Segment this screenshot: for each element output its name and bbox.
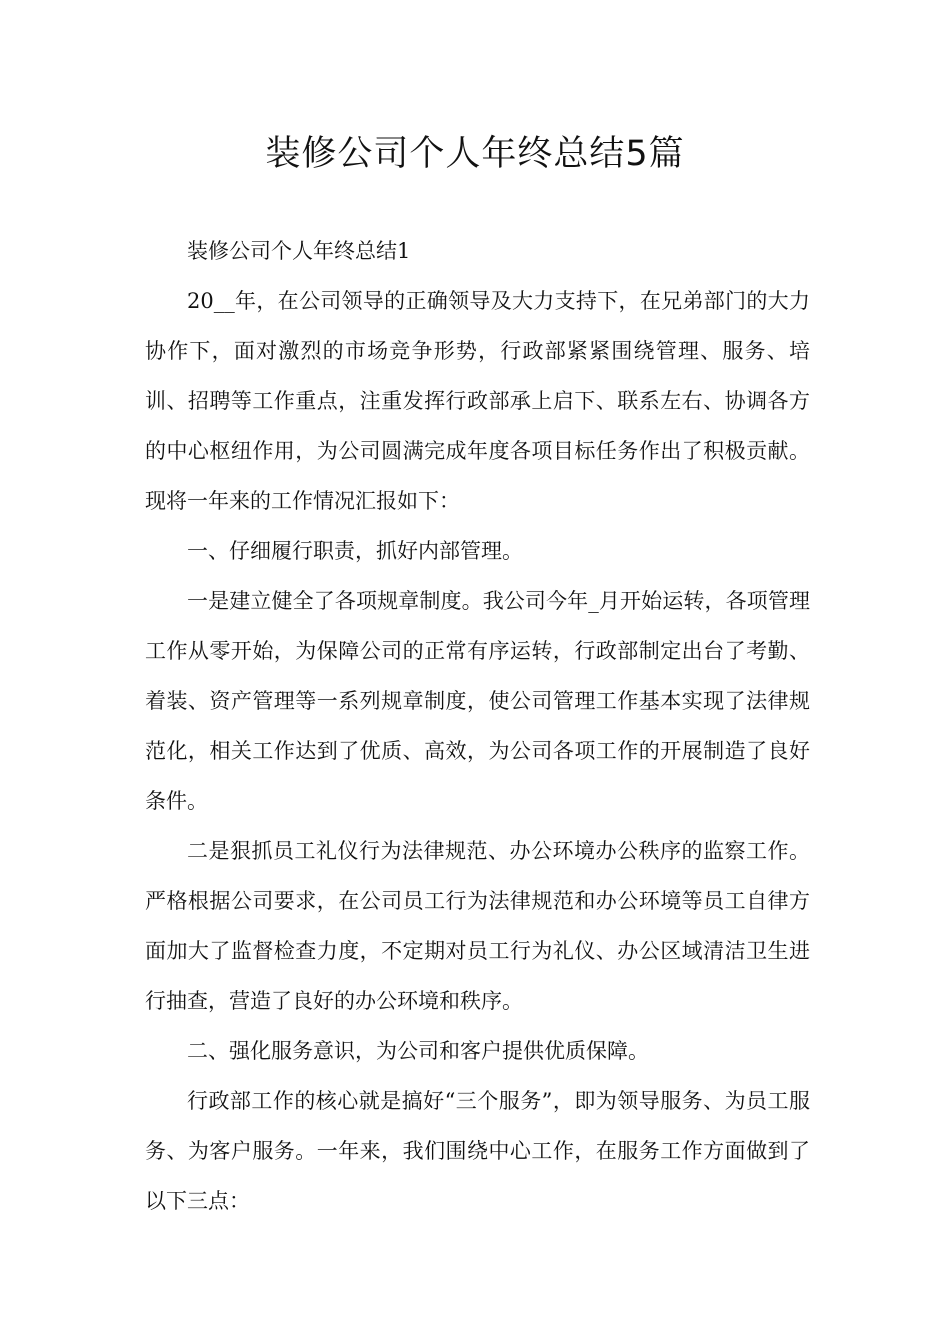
document-title: 装修公司个人年终总结5篇 bbox=[265, 134, 685, 174]
paragraph: 二是狠抓员工礼仪行为法律规范、办公环境办公秩序的监察工作。严格根据公司要求，在公司员工行为法律规范和办公环境等员工自律方面加大了监督检查力度，不定期对员工行为礼仪、办公区域清洁卫生进行抽查，营造了良好的办公环境和秩序。 bbox=[145, 839, 810, 1013]
paragraph: 20__年，在公司领导的正确领导及大力支持下，在兄弟部门的大力协作下，面对激烈的市场竞争形势，行政部紧紧围绕管理、服务、培训、招聘等工作重点，注重发挥行政部承上启下、联系左右、协调各方的中心枢纽作用，为公司圆满完成年度各项目标任务作出了积极贡献。现将一年来的工作情况汇报如下： bbox=[145, 289, 810, 513]
section-heading: 二、强化服务意识，为公司和客户提供优质保障。 bbox=[187, 1039, 649, 1063]
document-body bbox=[145, 226, 810, 1226]
section-heading: 装修公司个人年终总结1 bbox=[187, 239, 411, 263]
paragraph: 一是建立健全了各项规章制度。我公司今年_月开始运转，各项管理工作从零开始，为保障公司的正常有序运转，行政部制定出台了考勤、着装、资产管理等一系列规章制度，使公司管理工作基本实现了法律规范化，相关工作达到了优质、高效，为公司各项工作的开展制造了良好条件。 bbox=[145, 589, 810, 813]
paragraph: 行政部工作的核心就是搞好“三个服务”，即为领导服务、为员工服务、为客户服务。一年来，我们围绕中心工作，在服务工作方面做到了以下三点： bbox=[145, 1089, 810, 1213]
section-heading: 一、仔细履行职责，抓好内部管理。 bbox=[187, 539, 523, 563]
